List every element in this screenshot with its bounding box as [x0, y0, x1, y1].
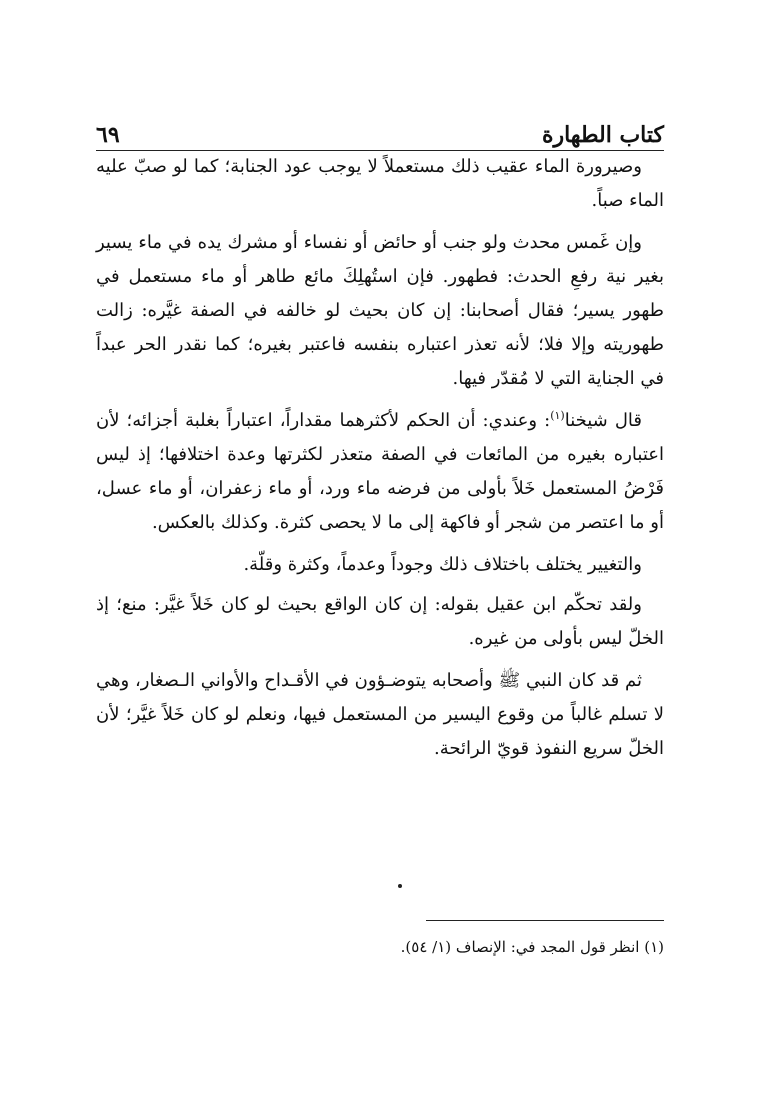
paragraph-2: وإن غَمس محدث ولو جنب أو حائض أو نفساء أو مشرك يده في ماء يسير بغير نية رفعِ الحدث: فطهور. فإن استُهلِكَ مائع طاهر أو ماء مستعمل في طهور يسير؛ فقال أصحابنا: إن كان بحيث لو خالفه في الصفة غيَّره: زالت طهوريته وإلا فلا؛ لأنه تعذر اعتباره بنفسه فاعتبر بغيره؛ كما نقدر الحر عبداً في الجناية التي لا مُقدّر فيها. [96, 232, 664, 389]
footnote-divider [426, 920, 664, 921]
paragraph-1: وصيرورة الماء عقيب ذلك مستعملاً لا يوجب عود الجنابة؛ كما لو صبّ عليه الماء صباً. [96, 156, 664, 211]
running-header [96, 112, 664, 151]
paragraph-6: ثم قد كان النبي ﷺ وأصحابه يتوضـؤون في الأقـداح والأواني الـصغار، وهي لا تسلم غالباً من وقوع اليسير من المستعمل فيها، ونعلم لو كان خَلاً غيَّر؛ لأن الخلّ سريع النفوذ قويّ الرائحة. [96, 670, 664, 759]
ink-dot [398, 884, 402, 888]
paragraph-3 [96, 404, 664, 540]
paragraph-3-lead: قال شيخنا [564, 410, 642, 431]
paragraph-3-text: وعندي: أن الحكم لأكثرهما مقداراً، اعتباراً بغلبة أجزائه؛ لأن اعتباره بغيره من المائعات في الصفة متعذر لكثرتها وعدة اختلافها؛ إذ ليس فَرْضُ المستعمل خَلاً بأولى من فرضه ماء ورد، أو ماء زعفران، أو ماء عسل، أو ما اعتصر من شجر أو فاكهة إلى ما لا يحصى كثرة. وكذلك بالعكس. [96, 410, 664, 533]
footnote: (١) انظر قول المجد في: الإنصاف (١/ ٥٤). [400, 938, 664, 956]
paragraph-5: ولقد تحكّم ابن عقيل بقوله: إن كان الواقع بحيث لو كان خَلاً غيَّر: منع؛ إذ الخلّ ليس بأولى من غيره. [96, 594, 664, 649]
paragraph-4: والتغيير يختلف باختلاف ذلك وجوداً وعدماً، وكثرة وقلّة. [243, 554, 642, 575]
chapter-title: كتاب الطهارة [541, 122, 664, 148]
page-number: ٦٩ [96, 122, 120, 148]
body-text [96, 150, 664, 774]
footnote-reference: (١) [550, 409, 565, 422]
paragraph-3-colon: : [544, 410, 551, 431]
